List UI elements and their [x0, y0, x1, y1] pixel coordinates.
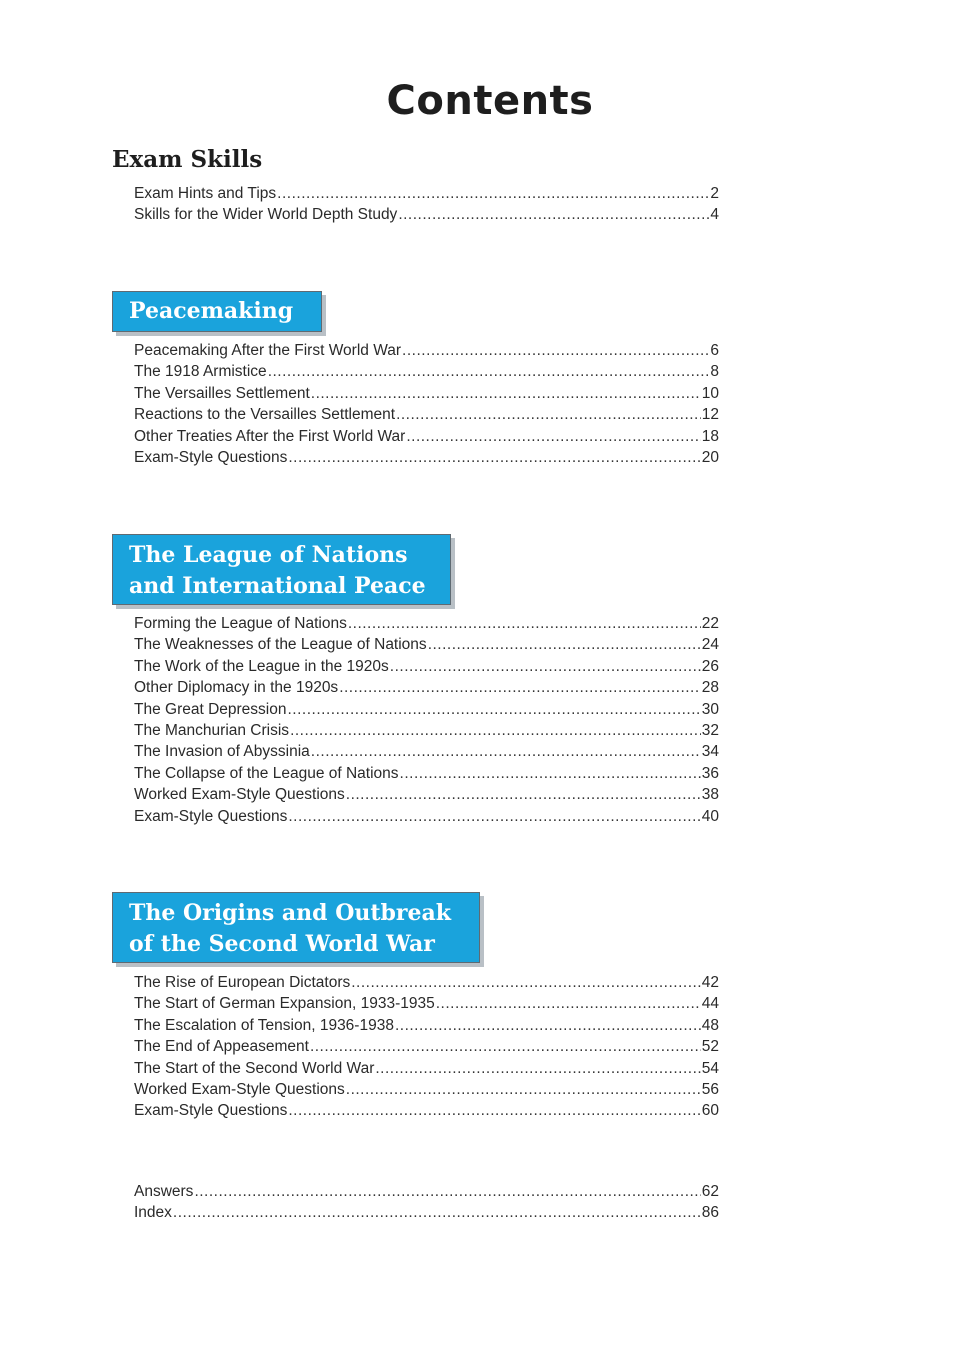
dot-leader: [390, 658, 701, 676]
toc-entry[interactable]: [134, 765, 719, 786]
toc-entry-title: The Weaknesses of the League of Nations: [134, 636, 427, 654]
toc-entry-title: The Rise of European Dictators: [134, 974, 351, 991]
toc-entry-title: The Versailles Settlement: [134, 384, 310, 402]
toc-entry[interactable]: [134, 1081, 719, 1102]
toc-entry[interactable]: [134, 658, 719, 679]
toc-entry[interactable]: [134, 679, 719, 700]
toc-entry-page: 38: [701, 786, 719, 804]
toc-entry-title: The Work of the League in the 1920s: [134, 657, 389, 675]
toc-entry[interactable]: [134, 363, 719, 384]
toc-entry-page: 62: [701, 1183, 719, 1200]
toc-entry[interactable]: [134, 1183, 719, 1204]
section-heading-exam-skills: Exam Skills: [112, 146, 263, 173]
toc-entry-title: Exam-Style Questions: [134, 1102, 288, 1120]
toc-entry-title: Reactions to the Versailles Settlement: [134, 406, 396, 424]
dot-leader: [351, 974, 701, 992]
toc-entry[interactable]: [134, 786, 719, 807]
toc-entry-title: The Manchurian Crisis: [134, 721, 290, 739]
dot-leader: [288, 449, 700, 467]
toc-entry-title: Exam Hints and Tips: [134, 185, 277, 202]
dot-leader: [400, 765, 701, 783]
toc-entry-title: The 1918 Armistice: [134, 363, 267, 381]
toc-entry-page: 36: [701, 764, 719, 782]
toc-list-back-matter: [134, 1183, 719, 1226]
dot-leader: [396, 406, 701, 424]
dot-leader: [375, 1060, 700, 1078]
toc-entry-title: The Invasion of Abyssinia: [134, 743, 310, 761]
toc-entry-page: 4: [710, 206, 719, 224]
toc-entry-title: Forming the League of Nations: [134, 615, 347, 632]
toc-entry-page: 24: [701, 636, 719, 654]
section-heading-peacemaking: [112, 291, 322, 332]
section-heading-line: of the Second World War: [129, 931, 435, 957]
toc-entry-page: 28: [701, 679, 719, 697]
section-heading-line: Peacemaking: [129, 298, 294, 324]
toc-entry-title: The Collapse of the League of Nations: [134, 764, 399, 782]
toc-entry[interactable]: [134, 185, 719, 206]
toc-entry-title: The Great Depression: [134, 700, 287, 718]
toc-entry-page: 60: [701, 1102, 719, 1120]
dot-leader: [268, 363, 710, 381]
section-heading-line: and International Peace: [129, 573, 426, 599]
toc-entry-page: 6: [710, 342, 719, 359]
toc-entry[interactable]: [134, 701, 719, 722]
toc-entry-page: 8: [710, 363, 719, 381]
dot-leader: [310, 1038, 701, 1056]
toc-entry[interactable]: [134, 428, 719, 449]
section-heading-origins-outbreak: [112, 892, 480, 963]
dot-leader: [194, 1183, 700, 1201]
toc-entry[interactable]: [134, 743, 719, 764]
toc-entry-page: 20: [701, 448, 719, 466]
dot-leader: [288, 1102, 700, 1120]
toc-entry-page: 42: [701, 974, 719, 991]
toc-entry[interactable]: [134, 385, 719, 406]
dot-leader: [398, 206, 709, 224]
toc-entry-page: 22: [701, 615, 719, 632]
dot-leader: [406, 428, 700, 446]
toc-entry-title: The Escalation of Tension, 1936-1938: [134, 1016, 394, 1034]
toc-entry[interactable]: [134, 615, 719, 636]
toc-entry[interactable]: [134, 1204, 719, 1225]
toc-entry-page: 26: [701, 657, 719, 675]
toc-entry[interactable]: [134, 1102, 719, 1123]
toc-entry-title: Exam-Style Questions: [134, 807, 288, 825]
dot-leader: [311, 385, 701, 403]
toc-list-origins-outbreak: [134, 974, 719, 1124]
dot-leader: [173, 1204, 701, 1222]
section-heading-league-of-nations: [112, 534, 451, 605]
dot-leader: [346, 1081, 701, 1099]
toc-entry-page: 52: [701, 1038, 719, 1056]
toc-entry[interactable]: [134, 449, 719, 470]
toc-entry-page: 40: [701, 807, 719, 825]
dot-leader: [348, 615, 701, 633]
dot-leader: [288, 808, 700, 826]
toc-entry-title: The Start of German Expansion, 1933-1935: [134, 995, 435, 1013]
toc-entry-title: The End of Appeasement: [134, 1038, 309, 1056]
toc-entry[interactable]: [134, 1038, 719, 1059]
toc-list-peacemaking: [134, 342, 719, 470]
dot-leader: [290, 722, 701, 740]
dot-leader: [402, 342, 709, 360]
page-title: Contents: [386, 78, 594, 124]
toc-entry-title: Other Diplomacy in the 1920s: [134, 679, 339, 697]
toc-entry-title: Skills for the Wider World Depth Study: [134, 206, 398, 224]
dot-leader: [395, 1017, 701, 1035]
toc-entry-page: 2: [710, 185, 719, 202]
toc-entry[interactable]: [134, 995, 719, 1016]
toc-entry[interactable]: [134, 722, 719, 743]
toc-entry-title: The Start of the Second World War: [134, 1059, 375, 1077]
toc-entry-title: Other Treaties After the First World War: [134, 427, 406, 445]
dot-leader: [339, 679, 701, 697]
toc-entry-page: 44: [701, 995, 719, 1013]
toc-entry-title: Worked Exam-Style Questions: [134, 1080, 345, 1098]
dot-leader: [346, 786, 701, 804]
toc-entry[interactable]: [134, 974, 719, 995]
toc-entry-page: 32: [701, 721, 719, 739]
toc-entry-page: 18: [701, 427, 719, 445]
toc-entry[interactable]: [134, 1017, 719, 1038]
dot-leader: [436, 995, 701, 1013]
toc-entry[interactable]: [134, 808, 719, 829]
toc-entry-page: 56: [701, 1080, 719, 1098]
toc-entry[interactable]: [134, 636, 719, 657]
toc-entry-title: Index: [134, 1204, 172, 1222]
toc-entry-page: 86: [701, 1204, 719, 1222]
toc-list-league-of-nations: [134, 615, 719, 829]
section-heading-line: The League of Nations: [129, 542, 408, 568]
toc-list-exam-skills: [134, 185, 719, 228]
toc-entry-page: 54: [701, 1059, 719, 1077]
toc-entry-page: 12: [701, 406, 719, 424]
toc-entry-page: 30: [701, 700, 719, 718]
toc-entry-title: Exam-Style Questions: [134, 448, 288, 466]
toc-entry[interactable]: [134, 1060, 719, 1081]
toc-entry-page: 10: [701, 384, 719, 402]
toc-entry[interactable]: [134, 406, 719, 427]
toc-entry-title: Answers: [134, 1183, 194, 1200]
toc-entry-title: Worked Exam-Style Questions: [134, 786, 345, 804]
toc-entry-title: Peacemaking After the First World War: [134, 342, 402, 359]
dot-leader: [428, 636, 701, 654]
toc-entry[interactable]: [134, 206, 719, 227]
toc-entry-page: 34: [701, 743, 719, 761]
toc-entry[interactable]: [134, 342, 719, 363]
dot-leader: [288, 701, 701, 719]
dot-leader: [277, 185, 709, 203]
section-heading-line: The Origins and Outbreak: [129, 900, 451, 926]
toc-entry-page: 48: [701, 1016, 719, 1034]
dot-leader: [311, 743, 701, 761]
